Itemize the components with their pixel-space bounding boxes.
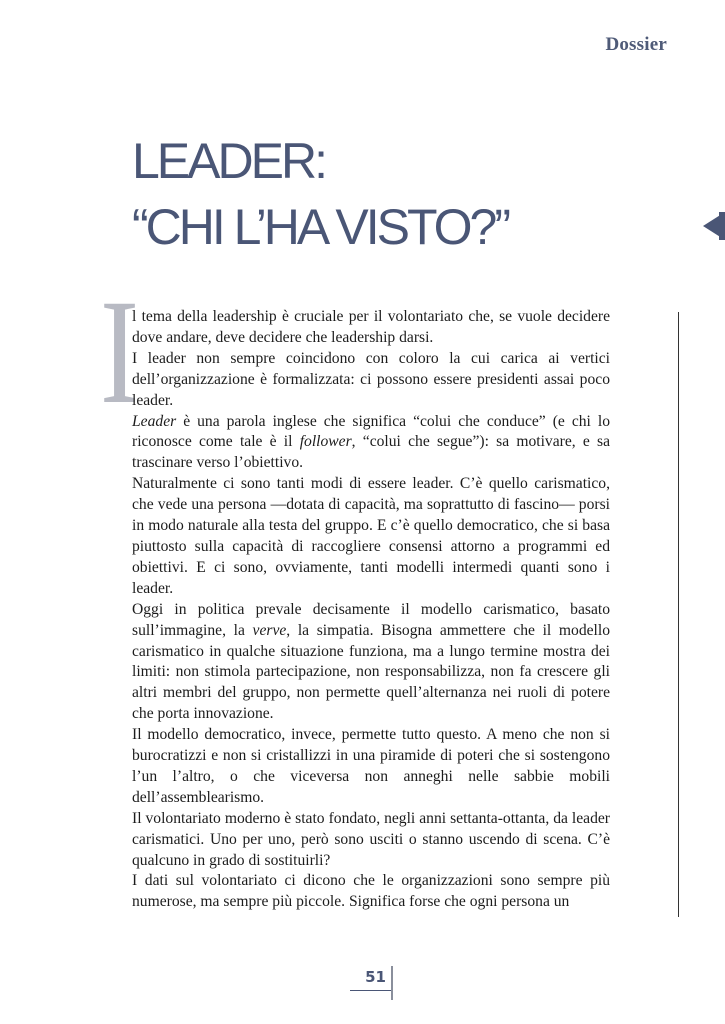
paragraph-text: Oggi in politica prevale decisamente il modello carismatico, basato sull’immagine, la [132,600,610,639]
article-title-line-1: LEADER: [132,133,325,189]
section-label: Dossier [605,34,667,55]
body-paragraph [132,307,610,349]
body-paragraph [132,871,610,913]
column-rule [678,312,679,917]
italic-term: verve [252,621,287,639]
paragraph-text: , “colui che segue”): sa motivare, e sa trascinare verso l’obiettivo. [132,433,610,472]
article-title-line-2: “CHI L’HA VISTO?” [132,199,508,255]
body-paragraph [132,725,610,809]
italic-term: Leader [132,412,177,430]
paragraph-text: I dati sul volontariato ci dicono che le organizzazioni sono sempre più numerose, ma sempre più piccole. Significa forse che ogni persona un [132,872,610,911]
article-body [132,307,610,913]
body-paragraph [132,809,610,872]
paragraph-text: l tema della leadership è cruciale per il volontariato che, se vuole decidere dove andare, deve decidere che leadership darsi. [132,308,610,346]
paragraph-text: è una parola inglese che significa “colui che conduce” (e chi lo riconosce come tale è il [132,412,610,451]
body-paragraph [132,474,610,599]
italic-term: follower [299,433,352,451]
page-number-rule [391,966,393,1000]
body-paragraph [132,349,610,412]
paragraph-text: Il modello democratico, invece, permette tutto questo. A meno che non si burocratizzi e non si cristallizzi in una piramide di poteri che si sostengono l’un l’altro, o che viceversa non anneghi nelle sabbie mobili dell’assemblearismo. [132,726,610,806]
body-paragraph [132,412,610,475]
page-tab-marker-edge [719,212,725,240]
article-title [132,128,652,260]
paragraph-text: Naturalmente ci sono tanti modi di essere leader. C’è quello carismatico, che vede una persona —dotata di capacità, ma soprattutto di fascino— porsi in modo naturale alla testa del gruppo. E c’è quello democratico, che si basa piuttosto sulla capacità di raccogliere consensi attorno a programmi ed obiettivi. E ci sono, ovviamente, tanti modelli intermedi quanti sono i leader. [132,475,610,597]
paragraph-text: , la simpatia. Bisogna ammettere che il modello carismatico in qualche situazione funziona, ma a lungo termine mostra dei limiti: non stimola partecipazione, non responsabilizza, non fa crescere gli altri membri del gruppo, non permette quell’alternanza nei ruoli di potere che porta innovazione. [132,621,610,723]
paragraph-text: I leader non sempre coincidono con coloro la cui carica ai vertici dell’organizzazione è formalizzata: ci possono essere presidenti assai poco leader. [132,349,610,409]
body-paragraph [132,600,610,725]
paragraph-text: Il volontariato moderno è stato fondato, negli anni settanta-ottanta, da leader carismatici. Uno per uno, però sono usciti o stanno uscendo di scena. C’è qualcuno in grado di sostituirli? [132,809,610,869]
page-number: 51 [365,968,386,986]
drop-cap: I [100,269,139,435]
page-number-underline [350,990,392,991]
